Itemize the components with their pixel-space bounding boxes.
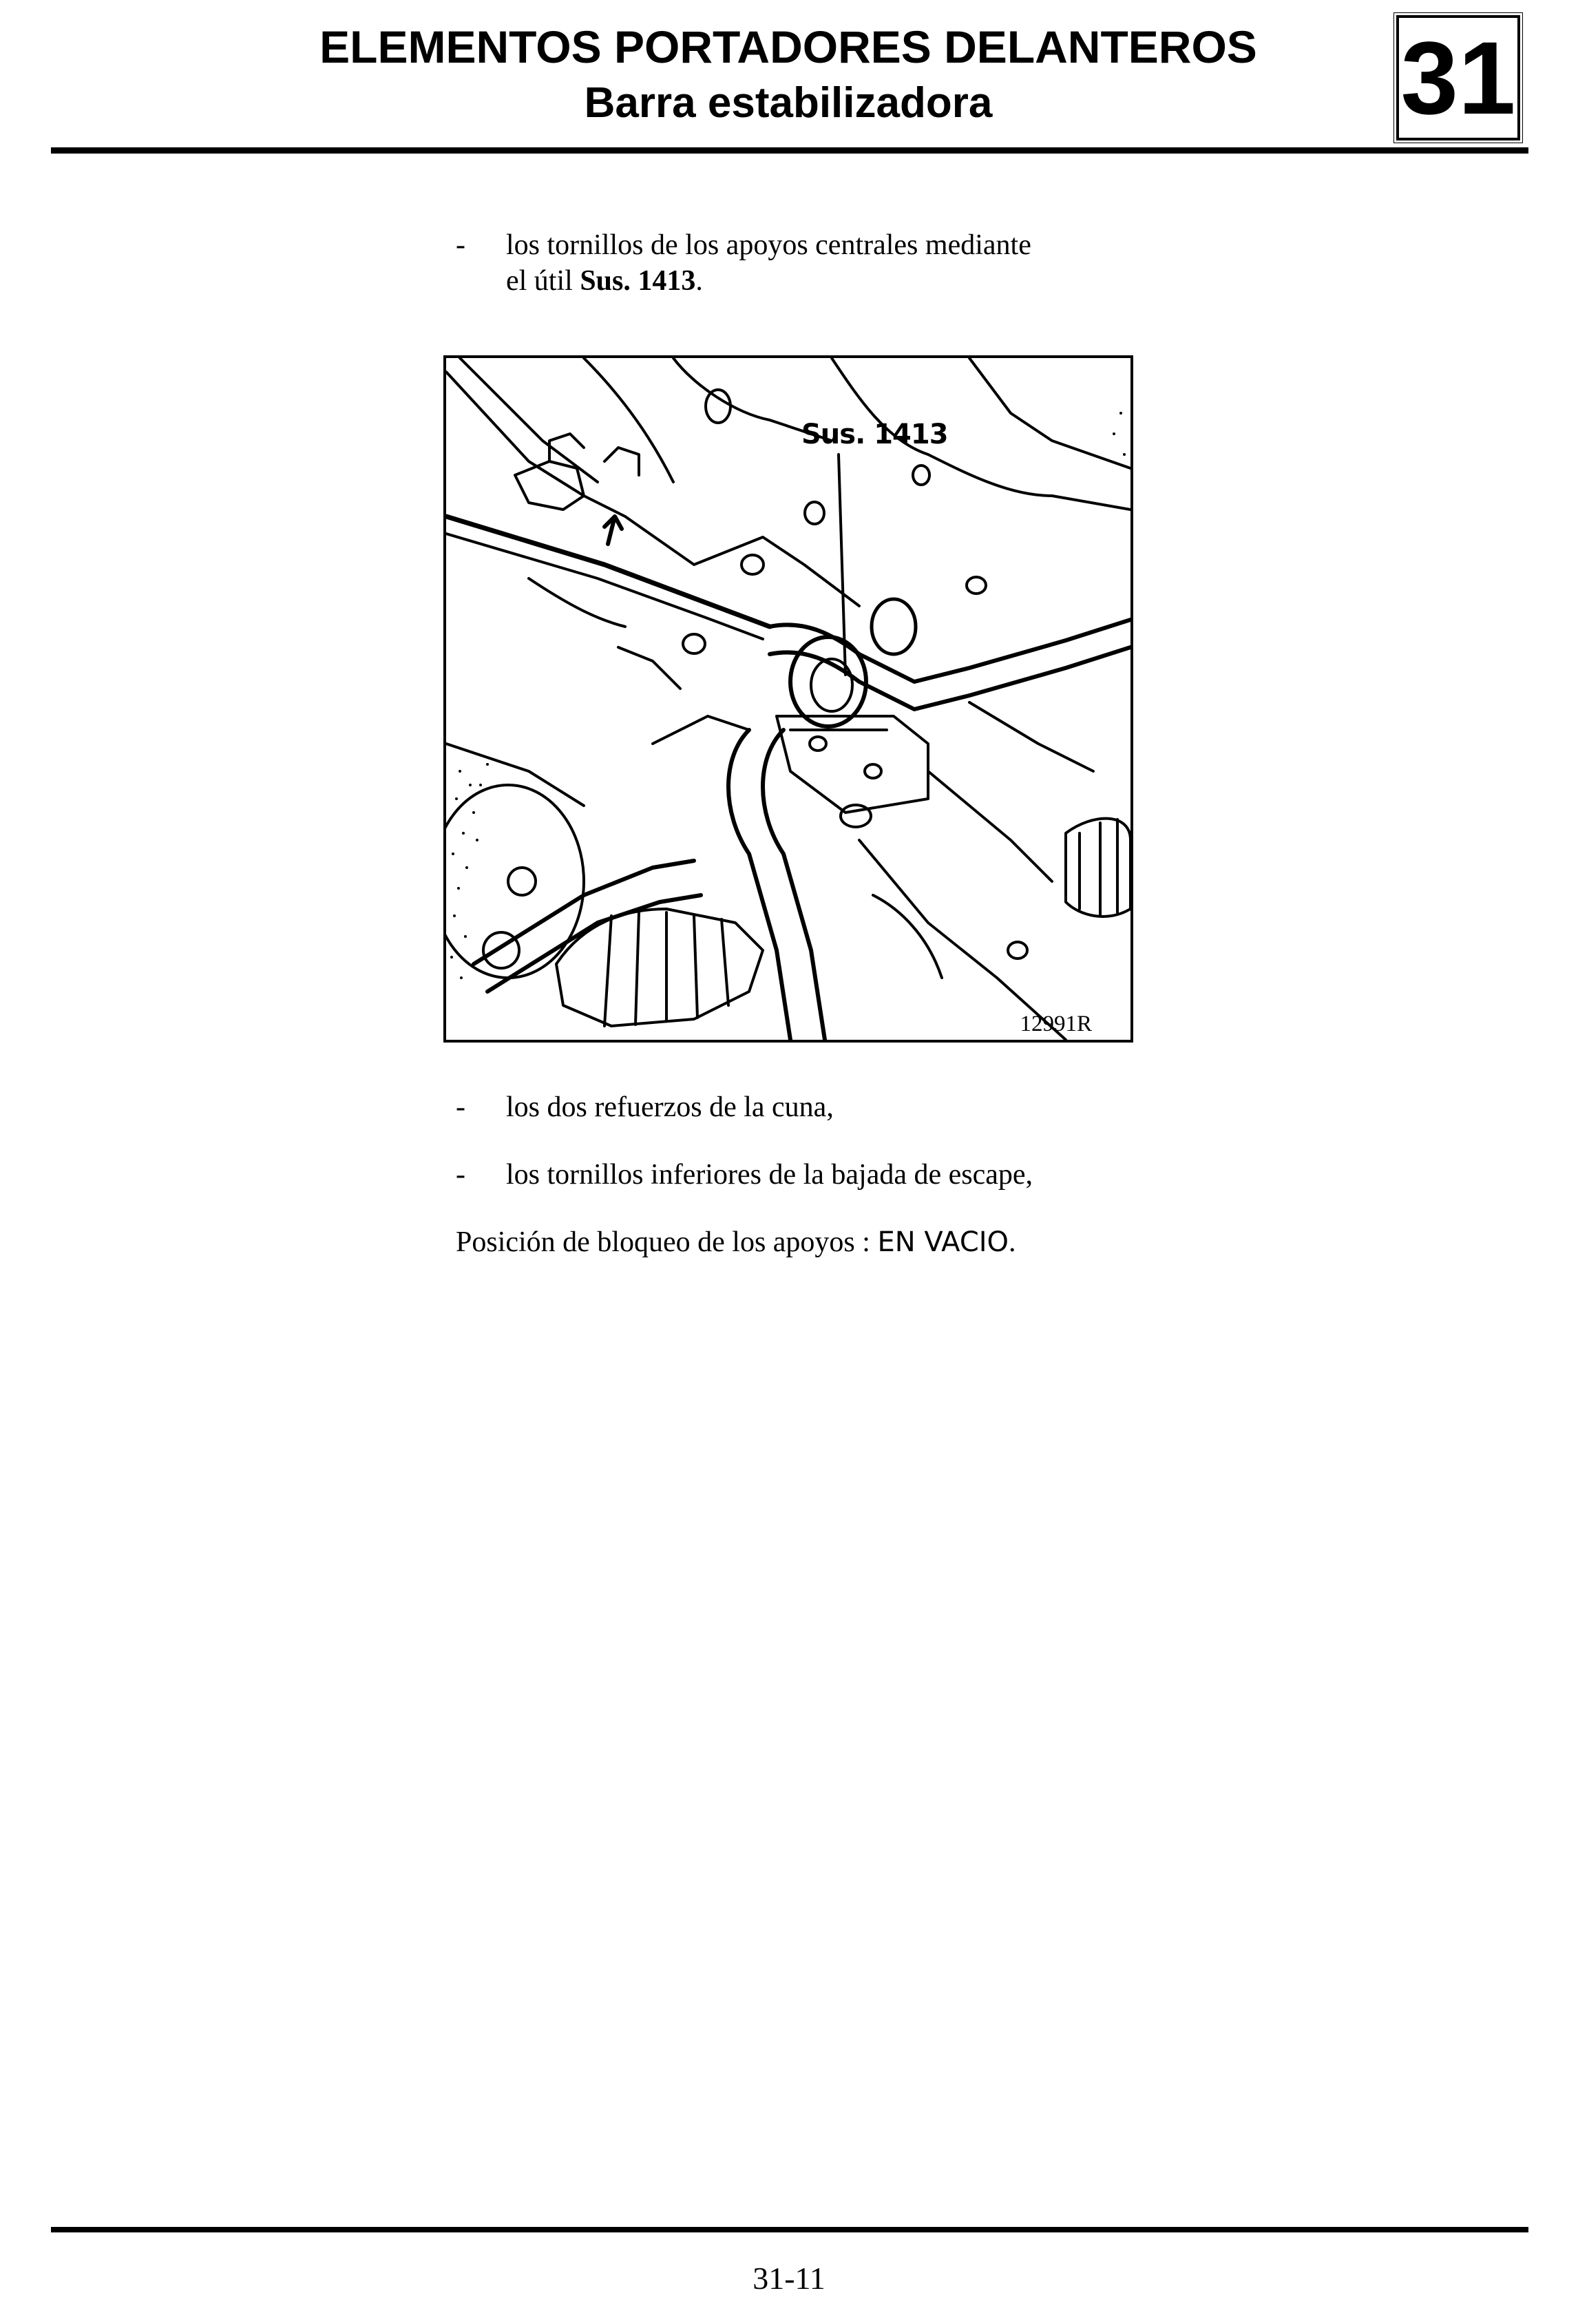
header-divider [51, 147, 1528, 154]
bullet-dash-3: - [456, 1159, 465, 1191]
bullet-dash-1: - [456, 229, 465, 261]
position-suffix: . [1009, 1226, 1016, 1258]
list-item-1-suffix: . [695, 265, 703, 297]
position-value: EN VACIO [877, 1226, 1009, 1258]
list-item-1-line-2 [506, 263, 703, 299]
list-item-3: los tornillos inferiores de la bajada de escape, [506, 1159, 1033, 1191]
illustration-drawing [446, 358, 1130, 1040]
page-number: 31-11 [753, 2261, 825, 2296]
figure-reference: 12991R [1020, 1012, 1092, 1036]
technical-illustration [443, 355, 1133, 1043]
list-item-2: los dos refuerzos de la cuna, [506, 1091, 834, 1123]
document-subtitle: Barra estabilizadora [584, 79, 993, 127]
document-title: ELEMENTOS PORTADORES DELANTEROS [319, 21, 1257, 72]
position-paragraph [456, 1224, 1016, 1260]
figure-tool-label: Sus. 1413 [801, 419, 948, 450]
tool-reference: Sus. 1413 [580, 265, 696, 297]
chapter-number-box: 31 [1396, 15, 1520, 140]
bullet-dash-2: - [456, 1091, 465, 1123]
position-label: Posición de bloqueo de los apoyos : [456, 1226, 878, 1258]
list-item-1-line-1: los tornillos de los apoyos centrales mediante [506, 229, 1031, 261]
list-item-1-prefix: el útil [506, 265, 580, 297]
footer-divider [51, 2227, 1528, 2232]
